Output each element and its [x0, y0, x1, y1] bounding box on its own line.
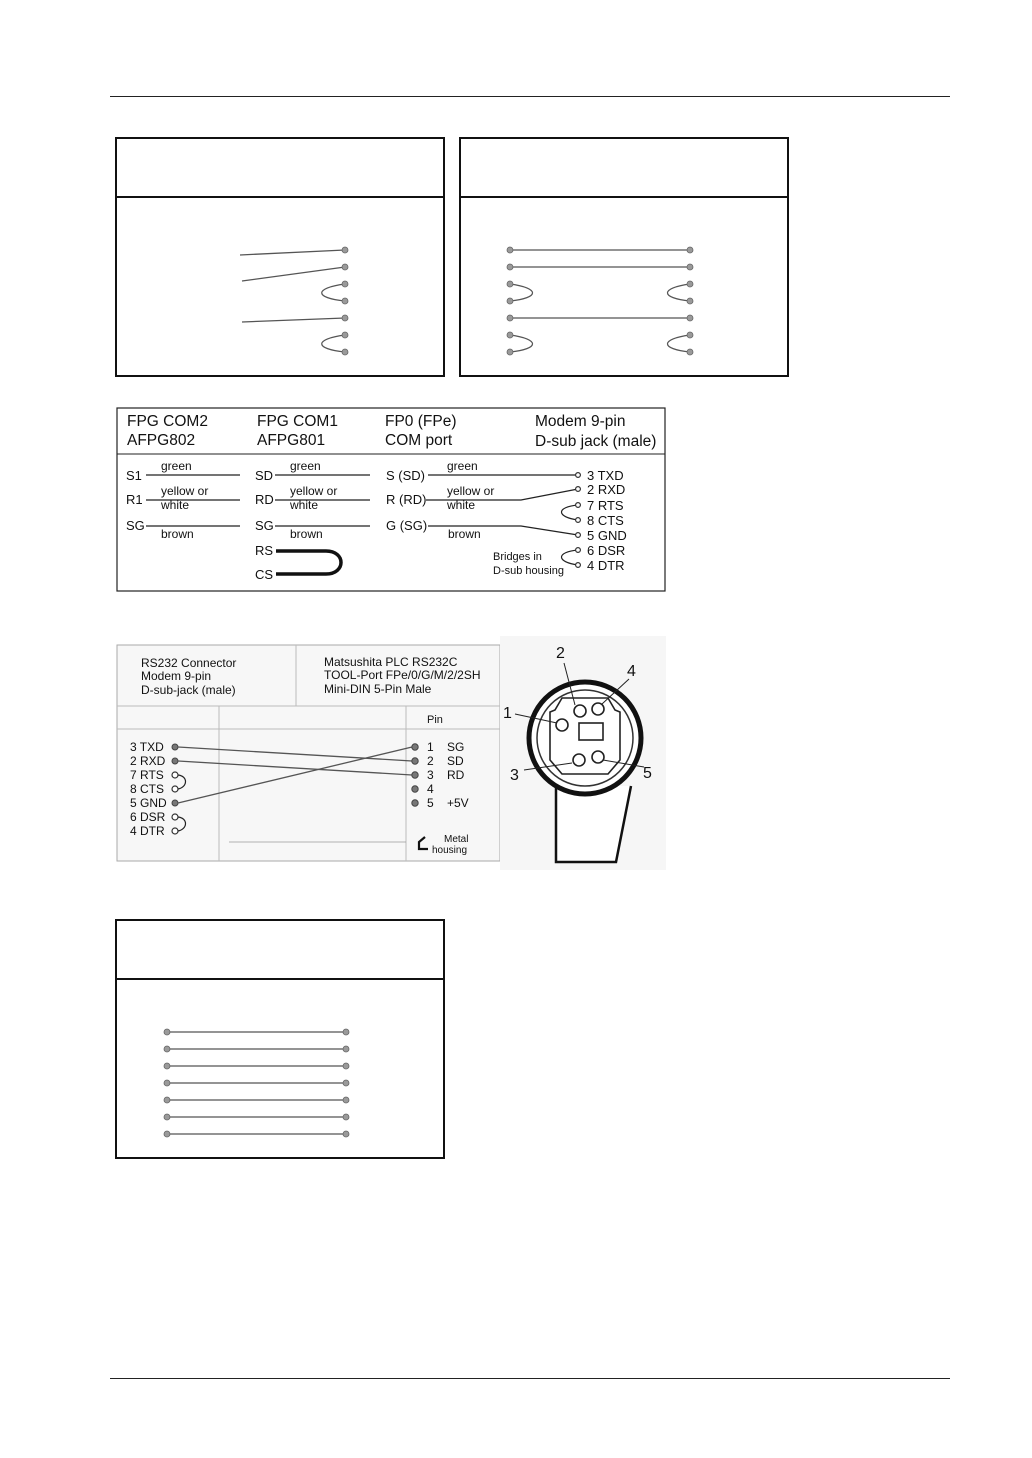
fp0-pin-rd: R (RD) [386, 492, 427, 507]
header-com2-line1: FPG COM2 [127, 413, 208, 430]
modem-pin-dsr: 6 DSR [587, 543, 626, 558]
din-pin-4-num: 4 [427, 782, 434, 796]
wire-color-yellow: yellow or [447, 484, 495, 498]
dsub-pin-gnd: 5 GND [130, 796, 167, 810]
fp0-pin-sg: G (SG) [386, 518, 428, 533]
com2-pin-r1: R1 [126, 492, 143, 507]
wire-color-white: white [290, 498, 319, 512]
din-pin-1-name: SG [447, 740, 465, 754]
bridge-note-line1: Bridges in [493, 551, 542, 563]
header-com2-line2: AFPG802 [127, 432, 196, 449]
din-pin-5-num: 5 [427, 796, 434, 810]
wire-color-brown: brown [448, 527, 481, 541]
din-pin-3-num: 3 [427, 768, 434, 782]
din-pin-1-num: 1 [427, 740, 434, 754]
header-fp0-line1: FP0 (FPe) [385, 413, 457, 430]
modem-pin-rxd: 2 RXD [587, 482, 626, 497]
right-header-line3: Mini-DIN 5-Pin Male [324, 682, 432, 696]
din-label-4: 4 [627, 663, 636, 680]
dsub-pin-dtr: 4 DTR [130, 824, 165, 838]
com1-pin-cs: CS [255, 567, 274, 582]
modem-pin-cts: 8 CTS [587, 513, 624, 528]
com2-pin-s1: S1 [126, 468, 142, 483]
header-com1-line2: AFPG801 [257, 432, 326, 449]
wire-color-green: green [161, 459, 192, 473]
metal-housing-line1: Metal [444, 834, 469, 845]
wire-color-white: white [447, 498, 476, 512]
din-label-5: 5 [643, 765, 652, 782]
dsub-pin-dsr: 6 DSR [130, 810, 166, 824]
modem-pin-txd: 3 TXD [587, 468, 624, 483]
din-label-1: 1 [503, 705, 512, 722]
wire-color-green: green [447, 459, 478, 473]
metal-housing-line2: housing [432, 845, 468, 856]
din-pin-5-name: +5V [447, 796, 469, 810]
com1-pin-sg: SG [255, 518, 274, 533]
wiring-box-top-left [114, 136, 448, 380]
left-header-line3: D-sub-jack (male) [141, 683, 236, 697]
fpg-cable-diagram [116, 407, 668, 595]
pin-column-header: Pin [427, 714, 443, 726]
din-label-3: 3 [510, 767, 519, 784]
com1-pin-sd: SD [255, 468, 274, 483]
dsub-pin-txd: 3 TXD [130, 740, 164, 754]
modem-pin-gnd: 5 GND [587, 528, 627, 543]
modem-pin-dtr: 4 DTR [587, 558, 625, 573]
wire-color-brown: brown [290, 527, 323, 541]
header-modem-line1: Modem 9-pin [535, 413, 626, 430]
right-header-line2: TOOL-Port FPe/0/G/M/2/2SH [324, 668, 481, 682]
dsub-pin-rxd: 2 RXD [130, 754, 166, 768]
wire-color-yellow: yellow or [161, 484, 209, 498]
wiring-box-top-right [458, 136, 792, 380]
left-header-line1: RS232 Connector [141, 656, 237, 670]
dsub-pin-cts: 8 CTS [130, 782, 165, 796]
com2-pin-sg: SG [126, 518, 145, 533]
header-modem-line2: D-sub jack (male) [535, 433, 657, 450]
din-pin-2-name: SD [447, 754, 464, 768]
din-label-2: 2 [556, 645, 565, 662]
modem-pin-rts: 7 RTS [587, 498, 624, 513]
wire-color-brown: brown [161, 527, 194, 541]
din-pin-2-num: 2 [427, 754, 434, 768]
din-pin-3-name: RD [447, 768, 465, 782]
wire-color-green: green [290, 459, 321, 473]
com1-pin-rd: RD [255, 492, 274, 507]
bridge-note-line2: D-sub housing [493, 565, 564, 577]
wiring-box-bottom [114, 918, 448, 1162]
com1-pin-rs: RS [255, 543, 274, 558]
right-header-line1: Matsushita PLC RS232C [324, 655, 458, 669]
header-fp0-line2: COM port [385, 432, 453, 449]
left-header-line2: Modem 9-pin [141, 669, 212, 683]
header-com1-line1: FPG COM1 [257, 413, 338, 430]
mini-din-connector-drawing [500, 636, 666, 870]
wire-color-white: white [161, 498, 190, 512]
rs232-mini-din-diagram [116, 644, 504, 864]
fp0-pin-sd: S (SD) [386, 468, 425, 483]
footer-rule [110, 1378, 950, 1379]
dsub-pin-rts: 7 RTS [130, 768, 164, 782]
wire-color-yellow: yellow or [290, 484, 338, 498]
header-rule [110, 96, 950, 97]
